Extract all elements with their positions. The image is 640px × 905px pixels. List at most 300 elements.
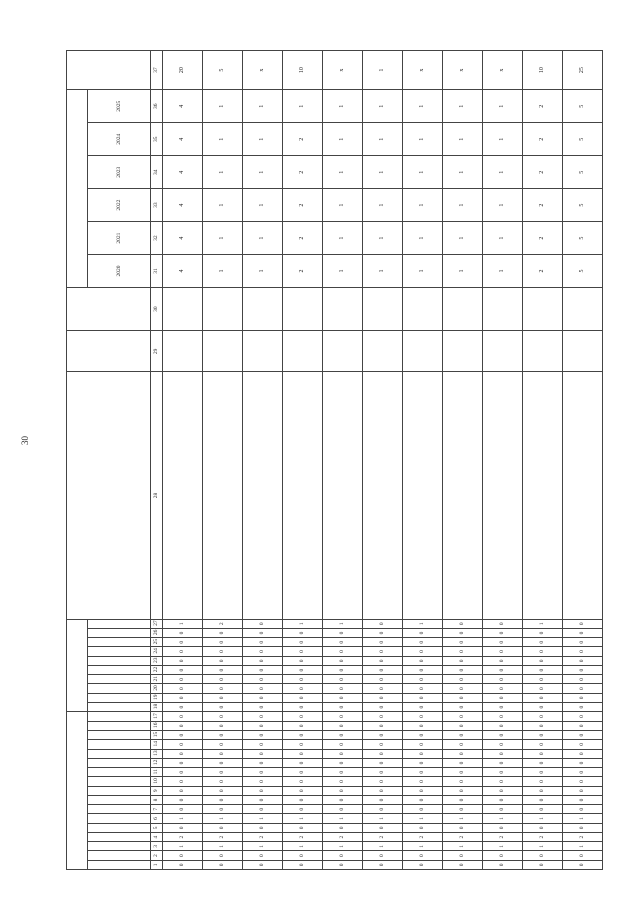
code-cell: 0 [483, 656, 523, 665]
code-cell: 0 [363, 740, 403, 749]
year-value-cell: 1 [243, 189, 283, 222]
code-cell: 1 [203, 814, 243, 823]
code-subheader [88, 842, 151, 851]
code-cell: 2 [323, 832, 363, 841]
code-subheader [88, 814, 151, 823]
code-cell: 0 [403, 675, 443, 684]
code-cell: 0 [443, 768, 483, 777]
code-cell: 0 [563, 684, 603, 693]
year-value-cell: 1 [323, 222, 363, 255]
year-value-cell: 1 [323, 255, 363, 288]
column-number: 22 [151, 665, 163, 674]
code-cell: 0 [443, 693, 483, 702]
code-cell: 0 [243, 731, 283, 740]
base-value-cell [403, 288, 443, 331]
table-row [203, 51, 243, 870]
code-cell: 0 [563, 758, 603, 767]
code-cell: 0 [283, 740, 323, 749]
code-cell: 0 [323, 823, 363, 832]
code-cell: 0 [483, 786, 523, 795]
code-cell: 2 [563, 832, 603, 841]
code-cell: 0 [283, 749, 323, 758]
column-number: 23 [151, 656, 163, 665]
code-cell: 0 [403, 851, 443, 860]
year-value-cell: 2 [283, 189, 323, 222]
code-cell: 0 [243, 638, 283, 647]
base-value-cell [483, 288, 523, 331]
total-cell: 10 [523, 51, 563, 90]
code-cell: 2 [363, 832, 403, 841]
header-goal-text [67, 372, 151, 619]
total-cell: x [243, 51, 283, 90]
code-cell: 0 [523, 823, 563, 832]
header-additional-group [67, 619, 88, 712]
code-cell: 0 [483, 731, 523, 740]
code-cell: 0 [323, 805, 363, 814]
code-cell: 0 [163, 721, 203, 730]
year-value-cell: 1 [203, 90, 243, 123]
code-cell: 0 [563, 786, 603, 795]
code-cell: 0 [363, 712, 403, 721]
unit-cell [283, 331, 323, 372]
code-cell: 0 [283, 795, 323, 804]
code-cell: 0 [163, 860, 203, 869]
code-cell: 0 [163, 740, 203, 749]
code-cell: 0 [443, 684, 483, 693]
code-cell: 0 [323, 712, 363, 721]
indicators-table [66, 50, 603, 870]
code-cell: 0 [523, 647, 563, 656]
code-cell: 0 [283, 675, 323, 684]
code-cell: 0 [483, 823, 523, 832]
code-cell: 0 [283, 638, 323, 647]
code-cell: 0 [443, 786, 483, 795]
indicator-text [563, 372, 603, 619]
code-cell: 0 [363, 823, 403, 832]
code-cell: 0 [523, 740, 563, 749]
code-cell: 0 [323, 703, 363, 712]
code-cell: 0 [163, 693, 203, 702]
code-cell: 0 [283, 684, 323, 693]
column-number: 35 [151, 123, 163, 156]
code-cell: 0 [483, 758, 523, 767]
code-cell: 0 [403, 805, 443, 814]
code-subheader [88, 628, 151, 637]
code-cell: 0 [243, 703, 283, 712]
column-number: 21 [151, 675, 163, 684]
code-subheader [88, 731, 151, 740]
code-cell: 0 [403, 795, 443, 804]
code-cell: 0 [163, 758, 203, 767]
code-cell: 0 [563, 749, 603, 758]
page-number: 30 [20, 436, 30, 445]
year-value-cell: 2 [283, 123, 323, 156]
code-cell: 1 [523, 619, 563, 628]
code-cell: 0 [403, 749, 443, 758]
code-cell: 1 [243, 814, 283, 823]
code-cell: 0 [203, 805, 243, 814]
code-cell: 0 [323, 647, 363, 656]
code-cell: 0 [443, 823, 483, 832]
code-cell: 0 [563, 768, 603, 777]
year-value-cell: 4 [163, 222, 203, 255]
code-cell: 0 [163, 656, 203, 665]
code-subheader [88, 638, 151, 647]
code-cell: 0 [363, 805, 403, 814]
column-number: 25 [151, 638, 163, 647]
code-cell: 0 [403, 703, 443, 712]
column-number: 31 [151, 255, 163, 288]
code-cell: 0 [163, 731, 203, 740]
code-cell: 1 [563, 814, 603, 823]
code-cell: 0 [403, 758, 443, 767]
year-value-cell: 1 [483, 90, 523, 123]
code-cell: 0 [243, 693, 283, 702]
year-value-cell: 1 [203, 189, 243, 222]
code-cell: 1 [163, 619, 203, 628]
code-cell: 0 [203, 740, 243, 749]
code-cell: 0 [443, 638, 483, 647]
code-cell: 0 [403, 786, 443, 795]
year-value-cell: 2 [523, 255, 563, 288]
code-cell: 0 [483, 628, 523, 637]
code-cell: 0 [243, 851, 283, 860]
code-cell: 1 [163, 814, 203, 823]
base-value-cell [443, 288, 483, 331]
table-row [363, 51, 403, 870]
column-number: 4 [151, 832, 163, 841]
year-value-cell: 1 [363, 90, 403, 123]
code-cell: 0 [563, 675, 603, 684]
column-number: 26 [151, 628, 163, 637]
code-cell: 0 [523, 749, 563, 758]
code-subheader [88, 647, 151, 656]
code-cell: 0 [403, 647, 443, 656]
rotated-table-wrapper [66, 50, 611, 870]
code-cell: 0 [483, 647, 523, 656]
code-cell: 0 [443, 619, 483, 628]
total-cell: 25 [563, 51, 603, 90]
total-cell: x [443, 51, 483, 90]
code-cell: 0 [283, 656, 323, 665]
table-row [163, 51, 203, 870]
year-value-cell: 4 [163, 189, 203, 222]
column-number: 32 [151, 222, 163, 255]
year-value-cell: 1 [323, 90, 363, 123]
indicator-text [163, 372, 203, 619]
year-header: 2022 [88, 189, 151, 222]
code-subheader [88, 823, 151, 832]
code-cell: 0 [363, 647, 403, 656]
code-cell: 0 [363, 786, 403, 795]
indicator-text [283, 372, 323, 619]
total-cell: 10 [283, 51, 323, 90]
unit-cell [523, 331, 563, 372]
code-cell: 0 [323, 795, 363, 804]
column-number: 30 [151, 288, 163, 331]
code-cell: 0 [243, 684, 283, 693]
code-cell: 0 [523, 675, 563, 684]
code-cell: 0 [483, 684, 523, 693]
code-cell: 0 [203, 777, 243, 786]
code-cell: 2 [443, 832, 483, 841]
code-cell: 0 [323, 628, 363, 637]
table-row [283, 51, 323, 870]
column-number: 24 [151, 647, 163, 656]
code-cell: 0 [203, 860, 243, 869]
code-cell: 0 [443, 805, 483, 814]
code-cell: 0 [523, 851, 563, 860]
code-cell: 0 [363, 795, 403, 804]
indicator-text [243, 372, 283, 619]
code-cell: 0 [323, 665, 363, 674]
year-value-cell: 1 [483, 123, 523, 156]
code-cell: 0 [243, 665, 283, 674]
unit-cell [243, 331, 283, 372]
code-cell: 1 [283, 842, 323, 851]
year-value-cell: 5 [563, 156, 603, 189]
year-value-cell: 1 [403, 156, 443, 189]
code-cell: 0 [483, 768, 523, 777]
code-cell: 1 [523, 842, 563, 851]
year-value-cell: 1 [403, 90, 443, 123]
code-cell: 0 [163, 712, 203, 721]
code-cell: 0 [563, 638, 603, 647]
code-cell: 0 [243, 721, 283, 730]
column-number: 17 [151, 712, 163, 721]
code-cell: 0 [203, 749, 243, 758]
code-cell: 1 [523, 814, 563, 823]
column-number: 33 [151, 189, 163, 222]
year-value-cell: 1 [443, 156, 483, 189]
base-value-cell [283, 288, 323, 331]
code-cell: 0 [163, 647, 203, 656]
code-subheader [88, 712, 151, 721]
code-cell: 0 [443, 758, 483, 767]
indicator-text [363, 372, 403, 619]
code-cell: 0 [203, 721, 243, 730]
code-cell: 0 [483, 693, 523, 702]
code-cell: 0 [403, 628, 443, 637]
table-row [403, 51, 443, 870]
code-cell: 0 [243, 656, 283, 665]
year-value-cell: 1 [403, 189, 443, 222]
code-cell: 0 [483, 703, 523, 712]
base-value-cell [363, 288, 403, 331]
table-row [323, 51, 363, 870]
code-cell: 0 [443, 703, 483, 712]
column-number: 9 [151, 786, 163, 795]
column-number: 11 [151, 768, 163, 777]
column-number: 7 [151, 805, 163, 814]
year-value-cell: 2 [283, 156, 323, 189]
code-cell: 0 [243, 777, 283, 786]
code-cell: 0 [523, 731, 563, 740]
year-value-cell: 1 [483, 222, 523, 255]
code-cell: 0 [363, 731, 403, 740]
code-cell: 0 [363, 860, 403, 869]
code-cell: 0 [243, 795, 283, 804]
code-cell: 0 [483, 740, 523, 749]
code-cell: 0 [563, 777, 603, 786]
year-value-cell: 5 [563, 255, 603, 288]
code-cell: 1 [203, 842, 243, 851]
code-cell: 0 [203, 786, 243, 795]
code-subheader [88, 665, 151, 674]
code-cell: 0 [403, 768, 443, 777]
code-cell: 0 [523, 665, 563, 674]
code-subheader [88, 656, 151, 665]
unit-cell [203, 331, 243, 372]
code-cell: 1 [403, 619, 443, 628]
year-value-cell: 1 [443, 255, 483, 288]
code-cell: 0 [483, 777, 523, 786]
year-value-cell: 1 [363, 156, 403, 189]
year-value-cell: 1 [443, 222, 483, 255]
code-cell: 0 [163, 777, 203, 786]
year-header: 2023 [88, 156, 151, 189]
code-cell: 0 [403, 740, 443, 749]
code-cell: 0 [483, 795, 523, 804]
year-value-cell: 2 [523, 222, 563, 255]
total-cell: 1 [363, 51, 403, 90]
code-cell: 2 [203, 832, 243, 841]
indicator-text [443, 372, 483, 619]
code-cell: 0 [483, 805, 523, 814]
indicator-text [323, 372, 363, 619]
code-cell: 0 [523, 656, 563, 665]
year-value-cell: 1 [203, 222, 243, 255]
code-cell: 0 [203, 693, 243, 702]
code-cell: 0 [483, 619, 523, 628]
code-cell: 0 [563, 805, 603, 814]
year-value-cell: 2 [523, 156, 563, 189]
code-subheader [88, 758, 151, 767]
code-cell: 0 [523, 805, 563, 814]
code-cell: 2 [283, 832, 323, 841]
code-cell: 0 [163, 665, 203, 674]
code-cell: 0 [403, 693, 443, 702]
code-cell: 0 [323, 749, 363, 758]
code-cell: 0 [443, 860, 483, 869]
code-cell: 0 [243, 712, 283, 721]
code-cell: 0 [523, 703, 563, 712]
table-row [483, 51, 523, 870]
indicator-text [203, 372, 243, 619]
year-value-cell: 1 [203, 156, 243, 189]
code-cell: 0 [203, 675, 243, 684]
year-value-cell: 1 [323, 156, 363, 189]
header-years-group [67, 90, 88, 288]
year-value-cell: 1 [403, 123, 443, 156]
year-value-cell: 1 [243, 90, 283, 123]
code-cell: 2 [523, 832, 563, 841]
code-cell: 0 [323, 684, 363, 693]
table-row [523, 51, 563, 870]
base-value-cell [243, 288, 283, 331]
code-cell: 0 [563, 795, 603, 804]
indicator-text [483, 372, 523, 619]
indicator-text [403, 372, 443, 619]
code-cell: 0 [523, 860, 563, 869]
code-cell: 0 [483, 860, 523, 869]
code-cell: 0 [163, 851, 203, 860]
code-cell: 0 [443, 851, 483, 860]
code-cell: 0 [363, 768, 403, 777]
code-cell: 0 [203, 823, 243, 832]
year-value-cell: 1 [243, 123, 283, 156]
year-value-cell: 1 [483, 189, 523, 222]
code-cell: 0 [483, 675, 523, 684]
code-cell: 0 [323, 656, 363, 665]
code-subheader [88, 721, 151, 730]
code-cell: 0 [363, 619, 403, 628]
code-subheader [88, 860, 151, 869]
year-value-cell: 5 [563, 189, 603, 222]
year-value-cell: 1 [243, 156, 283, 189]
header-codes-group [67, 712, 88, 870]
unit-cell [323, 331, 363, 372]
code-cell: 0 [203, 628, 243, 637]
code-cell: 0 [203, 684, 243, 693]
code-cell: 0 [523, 758, 563, 767]
code-cell: 1 [443, 842, 483, 851]
year-value-cell: 1 [243, 255, 283, 288]
column-number: 16 [151, 721, 163, 730]
year-header: 2024 [88, 123, 151, 156]
column-number: 3 [151, 842, 163, 851]
code-cell: 0 [243, 786, 283, 795]
year-value-cell: 4 [163, 156, 203, 189]
code-cell: 0 [483, 638, 523, 647]
code-cell: 0 [203, 638, 243, 647]
year-value-cell: 5 [563, 123, 603, 156]
code-cell: 1 [363, 814, 403, 823]
year-value-cell: 1 [323, 123, 363, 156]
code-cell: 0 [243, 768, 283, 777]
code-cell: 0 [363, 665, 403, 674]
column-number: 10 [151, 777, 163, 786]
total-cell: x [403, 51, 443, 90]
code-cell: 0 [163, 823, 203, 832]
code-cell: 0 [203, 758, 243, 767]
header-unit [67, 331, 151, 372]
code-cell: 2 [203, 619, 243, 628]
code-cell: 0 [363, 777, 403, 786]
year-value-cell: 1 [363, 123, 403, 156]
column-number: 15 [151, 731, 163, 740]
header-total [67, 51, 151, 90]
year-value-cell: 5 [563, 222, 603, 255]
unit-cell [483, 331, 523, 372]
code-cell: 0 [243, 628, 283, 637]
code-cell: 1 [483, 842, 523, 851]
code-cell: 0 [323, 675, 363, 684]
code-cell: 0 [483, 721, 523, 730]
code-cell: 0 [203, 768, 243, 777]
code-cell: 0 [203, 665, 243, 674]
code-cell: 0 [483, 712, 523, 721]
code-cell: 0 [523, 638, 563, 647]
code-cell: 0 [323, 851, 363, 860]
code-subheader [88, 619, 151, 628]
header-base-year [67, 288, 151, 331]
code-cell: 0 [243, 758, 283, 767]
indicator-text [523, 372, 563, 619]
code-cell: 1 [283, 619, 323, 628]
code-cell: 2 [163, 832, 203, 841]
year-value-cell: 1 [363, 222, 403, 255]
